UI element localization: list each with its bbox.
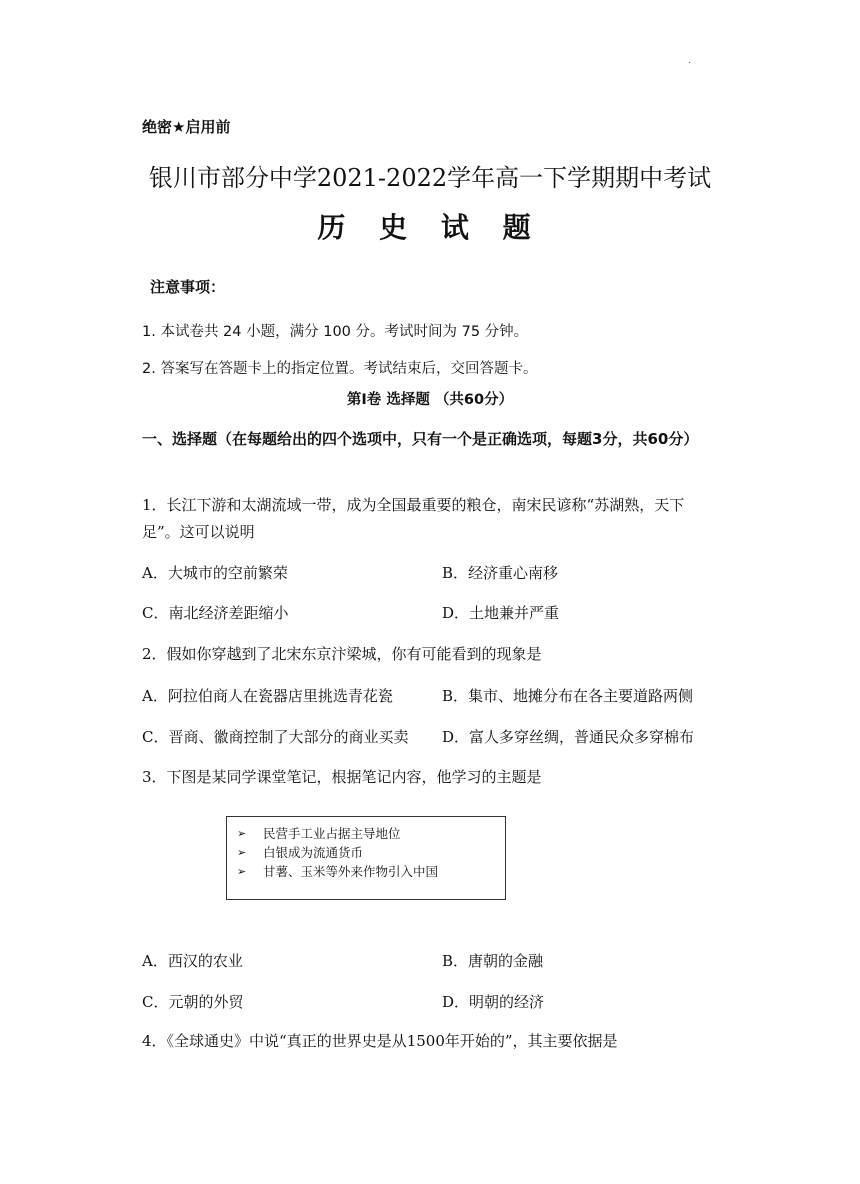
arrow-bullet-icon: ➢ xyxy=(237,865,247,878)
question-3-option-d: D．明朝的经济 xyxy=(442,993,545,1011)
question-3-stem: 3．下图是某同学课堂笔记，根据笔记内容，他学习的主题是 xyxy=(142,768,542,786)
question-2-option-a: A．阿拉伯商人在瓷器店里挑选青花瓷 xyxy=(142,687,393,705)
question-3-option-c: C．元朝的外贸 xyxy=(142,993,244,1011)
question-2-stem: 2．假如你穿越到了北宋东京汴梁城，你有可能看到的现象是 xyxy=(142,645,542,663)
notice-item: 1. 本试卷共 24 小题，满分 100 分。考试时间为 75 分钟。 xyxy=(142,324,529,340)
arrow-bullet-icon: ➢ xyxy=(237,827,247,840)
note-item xyxy=(237,824,495,843)
subject-title: 历 史 试 题 xyxy=(317,211,543,244)
school-title: 银川市部分中学2021-2022学年高一下学期期中考试 xyxy=(148,164,712,192)
question-1-option-b: B．经济重心南移 xyxy=(442,564,559,582)
section-title: 第Ⅰ卷 选择题 （共60分） xyxy=(346,392,514,408)
question-1-option-d: D．土地兼并严重 xyxy=(442,604,560,622)
question-1-option-c: C．南北经济差距缩小 xyxy=(142,604,289,622)
note-text: 甘薯、玉米等外来作物引入中国 xyxy=(263,864,439,879)
question-2-option-b: B．集市、地摊分布在各主要道路两侧 xyxy=(442,687,694,705)
notice-item: 2. 答案写在答题卡上的指定位置。考试结束后，交回答题卡。 xyxy=(142,361,538,377)
question-4-stem: 4．《全球通史》中说“真正的世界史是从1500年开始的”，其主要依据是 xyxy=(142,1032,618,1050)
question-2-option-d: D．富人多穿丝绸，普通民众多穿棉布 xyxy=(442,728,695,746)
secret-label: 绝密★启用前 xyxy=(142,118,231,136)
class-notes-box xyxy=(226,816,506,900)
note-text: 白银成为流通货币 xyxy=(263,845,364,860)
corner-mark: · xyxy=(688,58,692,69)
note-item xyxy=(237,862,495,881)
question-1-option-a: A．大城市的空前繁荣 xyxy=(142,564,288,582)
question-1-stem: 1．长江下游和太湖流域一带，成为全国最重要的粮仓，南宋民谚称“苏湖熟，天下足”。这可以说明 xyxy=(142,496,685,541)
question-3-option-a: A．西汉的农业 xyxy=(142,952,243,970)
note-text: 民营手工业占据主导地位 xyxy=(263,826,401,841)
question-2-option-c: C．晋商、徽商控制了大部分的商业买卖 xyxy=(142,728,409,746)
arrow-bullet-icon: ➢ xyxy=(237,846,247,859)
question-3-option-b: B．唐朝的金融 xyxy=(442,952,544,970)
notice-title: 注意事项： xyxy=(150,278,226,296)
note-item xyxy=(237,843,495,862)
part-heading: 一、选择题（在每题给出的四个选项中，只有一个是正确选项，每题3分，共60分） xyxy=(142,430,699,448)
